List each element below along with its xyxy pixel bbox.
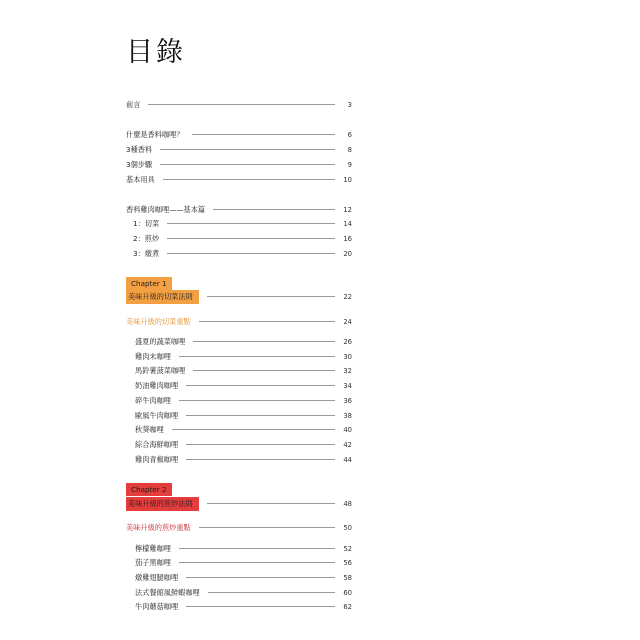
- toc-leader: [199, 321, 335, 322]
- toc-label: 牛肉蘑菇咖哩: [135, 601, 179, 611]
- toc-entry[interactable]: [126, 601, 352, 612]
- toc-leader: [179, 400, 335, 401]
- toc-page: 44: [343, 455, 352, 464]
- toc-page: 42: [343, 440, 352, 449]
- toc-leader: [160, 164, 335, 165]
- toc-label: 美味升級的煎炒重點: [126, 522, 191, 532]
- toc-leader: [179, 356, 335, 357]
- toc-label: 3種香料: [126, 144, 153, 154]
- toc-entry[interactable]: [126, 351, 352, 362]
- toc-page: 20: [343, 249, 352, 258]
- toc-entry-chapter-2[interactable]: [126, 498, 352, 509]
- toc-page: 22: [343, 292, 352, 301]
- toc-entry[interactable]: [126, 439, 352, 450]
- toc-label: 法式餐館風鮮蝦咖哩: [135, 587, 200, 597]
- toc-leader: [186, 444, 335, 445]
- toc-page: 62: [343, 602, 352, 611]
- toc-label: 香料雞肉咖哩——基本篇: [126, 204, 206, 214]
- toc-label: 1：切菜: [133, 218, 160, 228]
- toc-leader: [208, 592, 335, 593]
- toc-label: 奶油雞肉咖哩: [135, 380, 179, 390]
- toc-leader: [167, 238, 335, 239]
- toc-entry-basic[interactable]: [126, 204, 352, 215]
- toc-label: 馬鈴薯菠菜咖哩: [135, 365, 186, 375]
- toc-leader: [186, 385, 335, 386]
- toc-entry[interactable]: [126, 454, 352, 465]
- toc-leader: [207, 296, 335, 297]
- toc-page: 36: [343, 396, 352, 405]
- toc-leader: [193, 370, 335, 371]
- toc-leader: [167, 253, 335, 254]
- toc-page: 10: [343, 175, 352, 184]
- toc-entry[interactable]: [126, 410, 352, 421]
- toc-label: 美味升級的切菜重點: [126, 316, 191, 326]
- toc-page: 32: [343, 366, 352, 375]
- toc-label: 茄子黑咖哩: [135, 557, 171, 567]
- toc-entry[interactable]: [126, 144, 352, 155]
- toc-label: 盛夏的蔬菜咖哩: [135, 336, 186, 346]
- toc-page: 48: [343, 499, 352, 508]
- toc-label: 2：煎炒: [133, 233, 160, 243]
- toc-leader: [193, 341, 335, 342]
- toc-label: 檸檬雞咖哩: [135, 543, 171, 553]
- toc-entry[interactable]: [126, 159, 352, 170]
- toc-page: 3: [347, 100, 352, 109]
- toc-page: 6: [347, 130, 352, 139]
- toc-entry[interactable]: [126, 218, 352, 229]
- toc-label: 雞肉青椒咖哩: [135, 454, 179, 464]
- toc-label: 3：燉煮: [133, 248, 160, 258]
- toc-page: 38: [343, 411, 352, 420]
- toc-page: 8: [347, 145, 352, 154]
- toc-entry-chapter-1-section[interactable]: [126, 316, 352, 327]
- toc-leader: [172, 429, 335, 430]
- toc-entry[interactable]: [126, 248, 352, 259]
- toc-label: 雞肉末咖哩: [135, 351, 171, 361]
- toc-leader: [186, 459, 335, 460]
- toc-leader: [179, 562, 335, 563]
- toc-entry[interactable]: [126, 336, 352, 347]
- page-title: 目錄: [126, 37, 186, 68]
- toc-label: 什麼是香料咖哩？: [126, 129, 184, 139]
- toc-label: 碎牛肉咖哩: [135, 395, 171, 405]
- toc-page: 14: [343, 219, 352, 228]
- toc-page: 16: [343, 234, 352, 243]
- toc-entry[interactable]: [126, 129, 352, 140]
- toc-label: 綜合海鮮咖哩: [135, 439, 179, 449]
- toc-page: 58: [343, 573, 352, 582]
- toc-label: 美味升級的煎炒法則: [126, 497, 199, 511]
- toc-label: 前言: [126, 99, 141, 109]
- toc-page: 40: [343, 425, 352, 434]
- toc-page: 30: [343, 352, 352, 361]
- toc-leader: [199, 527, 335, 528]
- toc-entry[interactable]: [126, 365, 352, 376]
- toc-label: 燉雞翅腿咖哩: [135, 572, 179, 582]
- toc-entry[interactable]: [126, 380, 352, 391]
- toc-leader: [186, 606, 335, 607]
- toc-page: 50: [343, 523, 352, 532]
- toc-entry[interactable]: [126, 174, 352, 185]
- toc-entry[interactable]: [126, 572, 352, 583]
- toc-page: 60: [343, 588, 352, 597]
- toc-page: 12: [343, 205, 352, 214]
- toc-leader: [163, 179, 335, 180]
- toc-page: 56: [343, 558, 352, 567]
- toc-label: 美味升級的切菜法則: [126, 290, 199, 304]
- toc-leader: [167, 223, 335, 224]
- toc-label: 歐風牛肉咖哩: [135, 410, 179, 420]
- toc-label: 3個步驟: [126, 159, 153, 169]
- toc-entry-chapter-1[interactable]: [126, 291, 352, 302]
- toc-page: 24: [343, 317, 352, 326]
- toc-leader: [186, 415, 335, 416]
- toc-leader: [213, 209, 335, 210]
- toc-leader: [148, 104, 335, 105]
- chapter-2-tag: Chapter 2: [126, 483, 172, 496]
- toc-leader: [186, 577, 335, 578]
- chapter-1-tag: Chapter 1: [126, 277, 172, 290]
- toc-entry-chapter-2-section[interactable]: [126, 522, 352, 533]
- toc-page: 9: [347, 160, 352, 169]
- toc-entry[interactable]: [126, 543, 352, 554]
- toc-entry[interactable]: [126, 424, 352, 435]
- toc-leader: [160, 149, 335, 150]
- toc-label: 基本用具: [126, 174, 155, 184]
- toc-leader: [179, 548, 335, 549]
- toc-entry[interactable]: [126, 233, 352, 244]
- toc-entry[interactable]: [126, 395, 352, 406]
- toc-page: 52: [343, 544, 352, 553]
- toc-leader: [207, 503, 335, 504]
- toc-label: 秋葵咖哩: [135, 424, 164, 434]
- toc-leader: [192, 134, 335, 135]
- toc-entry[interactable]: [126, 587, 352, 598]
- toc-entry-preface[interactable]: [126, 99, 352, 110]
- toc-entry[interactable]: [126, 557, 352, 568]
- toc-page: 34: [343, 381, 352, 390]
- toc-page: 26: [343, 337, 352, 346]
